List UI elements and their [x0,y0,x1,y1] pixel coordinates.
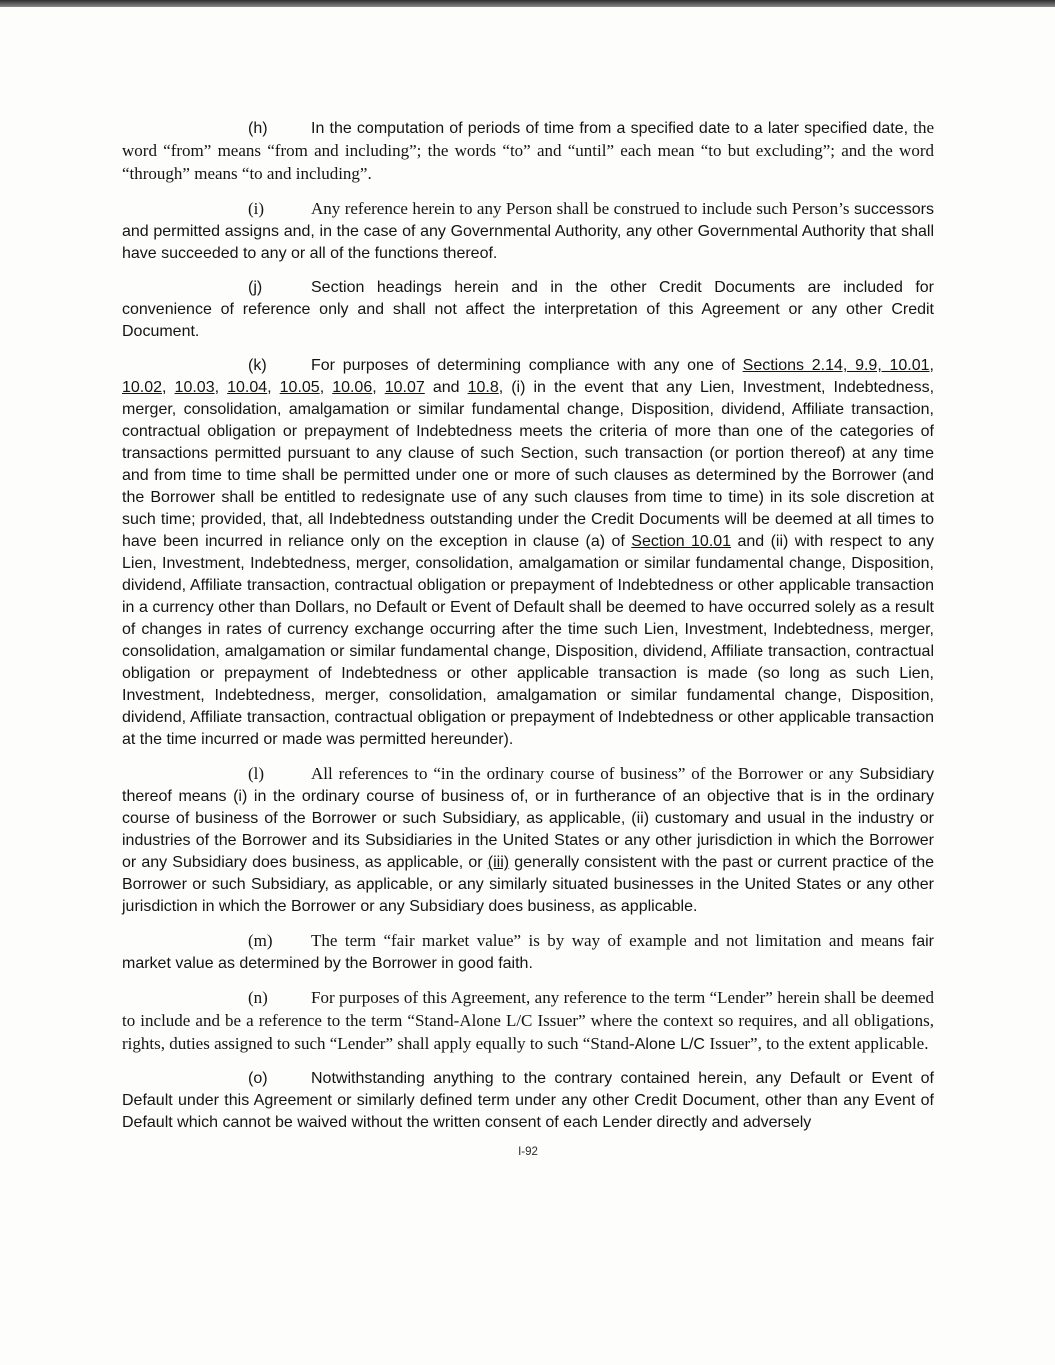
text-segment: the word “from” means “from and including”; the words “to” and “until” each mean “to but excluding”; and the word “through” means “to and including”. [122,118,934,183]
paragraph [122,763,934,918]
paragraph-label: (n) [248,988,268,1007]
paragraph-label: (o) [248,1070,268,1087]
text-segment: Subsidiary thereof means (i) in the ordinary course of business of, or in furtherance of an objective that is in the ordinary course of business of the Borrower or such Subsidiary, as applicable, (ii) customary and usual in the industry or industries of the Borrower and its Subsidiaries in the United States or any other jurisdiction in which the Borrower or any Subsidiary does business, as applicable, or [122,766,934,871]
paragraph-label: (m) [248,931,273,950]
text-segment: , [267,379,280,396]
paragraph [122,355,934,751]
section-reference: 10.8 [467,379,499,396]
text-segment: , [929,357,934,374]
paragraph-label: (k) [248,357,267,374]
text-segment: , [214,379,228,396]
section-reference: 10.04 [227,379,268,396]
text-segment: successors and permitted assigns and, in the case of any Governmental Authority, any other Governmental Authority that shall have succeeded to any or all of the functions thereof. [122,201,934,262]
text-segment: and [424,379,468,396]
section-reference: 10.03 [174,379,215,396]
text-segment: , (i) in the event that any Lien, Investment, Indebtedness, merger, consolidation, amalgamation or similar fundamental change, Disposition, dividend, Affiliate transaction, contractual obligation or prepayment of Indebtedness meets the criteria of more than one of the categories of transactions permitted pursuant to any clause of such Section, such transaction (or portion thereof) at any time and from time to time shall be permitted under one or more of such clauses as determined by the Borrower (and the Borrower shall be entitled to redesignate use of any such clauses from time to time) in its sole discretion at such time; provided, that, all Indebtedness outstanding under the Credit Documents will be deemed at all times to have been incurred in reliance only on the exception in clause (a) of [122,379,935,550]
paragraphs [122,117,934,1134]
paragraph [122,930,934,975]
section-reference: 10.02 [122,379,163,396]
text-segment: and (ii) with respect to any Lien, Investment, Indebtedness, merger, consolidation, amalgamation or similar fundamental change, Disposition, dividend, Affiliate transaction, contractual obligation or prepayment of Indebtedness or other applicable transaction in a currency other than Dollars, no Default or Event of Default shall be deemed to have occurred solely as a result of changes in rates of currency exchange occurring after the time such Lien, Investment, Indebtedness, merger, consolidation, amalgamation or similar fundamental change, Disposition, dividend, Affiliate transaction, contractual obligation or prepayment of Indebtedness or other applicable transaction is made (so long as such Lien, Investment, Indebtedness, merger, consolidation, amalgamation or similar fundamental change, Disposition, dividend, Affiliate transaction, contractual obligation or prepayment of Indebtedness or other applicable transaction at the time incurred or made was permitted hereunder). [122,533,934,748]
text-segment: The term “fair market value” is by way of example and not limitation and means [311,931,912,950]
text-segment: Notwithstanding anything to the contrary contained herein, any Default or Event of Default under this Agreement or similarly defined term under any other Credit Document, other than any Event of Default which cannot be waived without the written consent of each Lender directly and adversely [122,1070,934,1131]
text-segment: In the computation of periods of time from a specified date to a later specified date, [311,120,914,137]
paragraph [122,277,934,343]
text-segment: , [319,379,333,396]
section-reference: 10.05 [279,379,320,396]
text-segment: All references to “in the ordinary course of business” of the Borrower or any [311,764,860,783]
paragraph-label: (j) [248,279,263,296]
text-segment: Issuer”, to the extent applicable. [709,1034,929,1053]
text-segment: Section headings herein and in the other Credit Documents are included for convenience of reference only and shall not affect the interpretation of this Agreement or any other Credit Document. [122,279,934,340]
paragraph-label: (l) [248,764,265,783]
text-segment: Any reference herein to any Person shall be construed to include such Person’s [311,199,854,218]
text-segment: Alone L/C [634,1036,710,1053]
text-segment: For purposes of this Agreement, any reference to the term “Lender” herein shall be deemed to include and be a reference to the term “Stand-Alone L/C Issuer” where the context so requires, and all obligations, rights, duties assigned to such “Lender” shall apply equally to such “Stand- [122,988,934,1053]
section-reference: 10.06 [332,379,373,396]
paragraph [122,117,934,186]
paragraph-label: (i) [248,199,265,218]
page-number: I-92 [518,1146,538,1158]
section-reference: (iii) [487,854,510,871]
section-reference: Sections 2.14, 9.9, 10.01 [742,357,930,374]
paragraph [122,987,934,1056]
text-segment: fair market value as determined by the Borrower in good faith. [122,933,934,972]
paragraph [122,198,934,265]
document-content [122,117,934,1158]
paragraph [122,1068,934,1134]
page-top-edge [0,0,1055,7]
section-reference: Section 10.01 [631,533,732,550]
section-reference: 10.07 [384,379,425,396]
text-segment: , [162,379,175,396]
paragraph-label: (h) [248,120,268,137]
text-segment: generally consistent with the past or current practice of the Borrower or such Subsidiary, as applicable, or any similarly situated businesses in the United States or any other jurisdiction in which the Borrower or any Subsidiary does business, as applicable. [122,854,934,915]
text-segment: For purposes of determining compliance with any one of [311,357,743,374]
text-segment: , [372,379,385,396]
